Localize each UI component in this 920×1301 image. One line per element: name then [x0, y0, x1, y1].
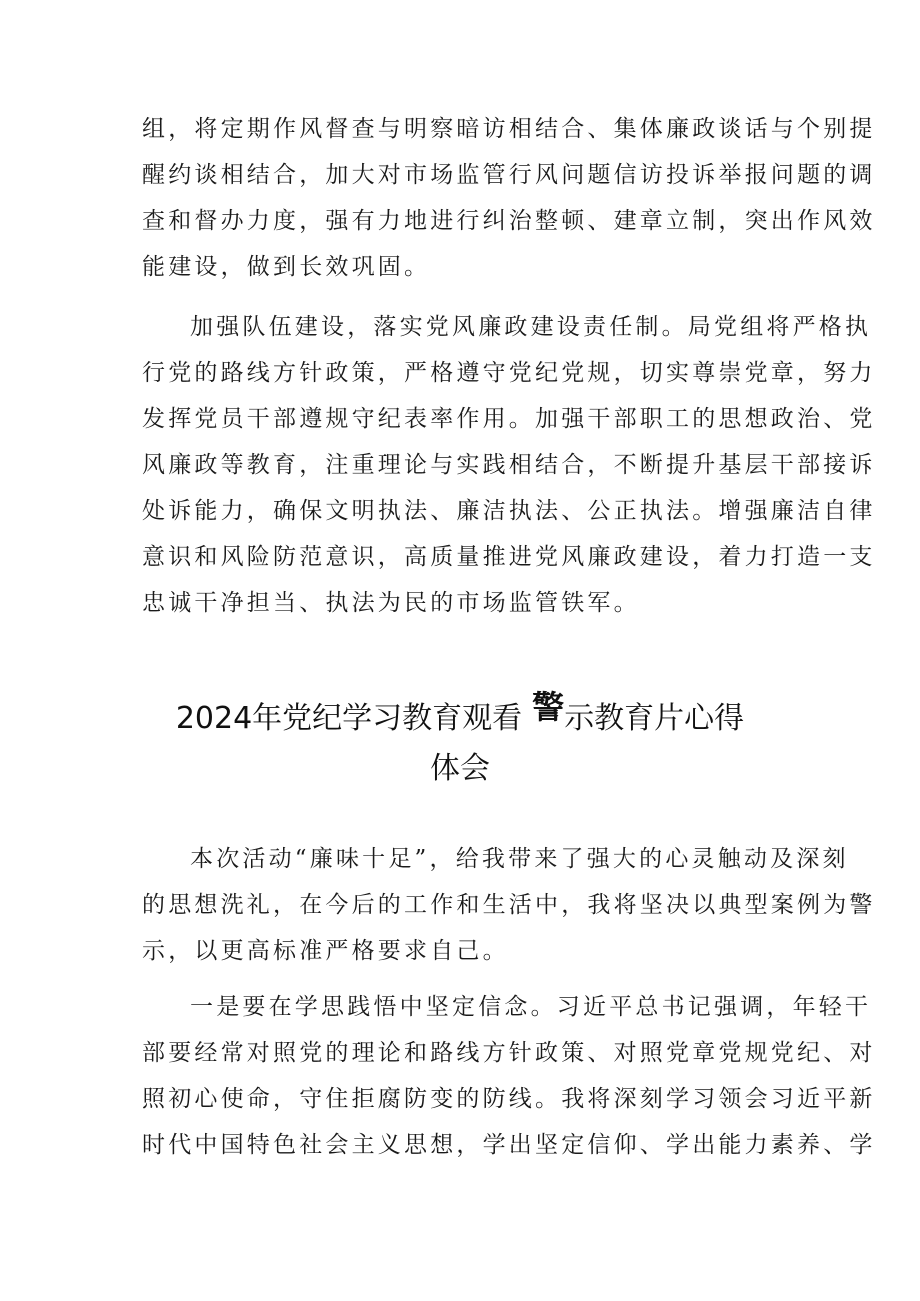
title-emphasis-char: 警	[532, 688, 565, 726]
text-line: 部要经常对照党的理论和路线方针政策、对照党章党规党纪、对	[142, 1040, 876, 1066]
text-line: 醒约谈相结合，加大对市场监管行风问题信访投诉举报问题的调	[142, 162, 876, 188]
text-line: 的思想洗礼，在今后的工作和生活中，我将坚决以典型案例为警	[142, 892, 876, 918]
paragraph-continued	[142, 106, 876, 290]
text-line: 示，以更高标准严格要求自己。	[142, 938, 509, 964]
text-line: 发挥党员干部遵规守纪表率作用。加强干部职工的思想政治、党	[142, 406, 876, 432]
text-line: 查和督办力度，强有力地进行纠治整顿、建章立制，突出作风效	[142, 208, 876, 234]
title-line-2: 体会	[430, 751, 490, 786]
title-part-a: 2024年党纪学习教育观看	[175, 701, 523, 736]
title-part-b: 示教育片心得	[564, 701, 745, 736]
text-line: 本次活动“廉味十足”，给我带来了强大的心灵触动及深刻	[190, 846, 849, 872]
text-line: 一是要在学思践悟中坚定信念。习近平总书记强调，年轻干	[190, 994, 872, 1020]
text-line: 忠诚干净担当、执法为民的市场监管铁军。	[142, 590, 640, 616]
text-line: 意识和风险防范意识，高质量推进党风廉政建设，着力打造一支	[142, 544, 876, 570]
paragraph-team-building	[142, 304, 876, 626]
text-line: 风廉政等教育，注重理论与实践相结合，不断提升基层干部接诉	[142, 452, 876, 478]
paragraph-point-one	[142, 984, 876, 1168]
paragraph-intro	[142, 836, 876, 974]
text-line: 照初心使命，守住拒腐防变的防线。我将深刻学习领会习近平新	[142, 1086, 876, 1112]
text-line: 处诉能力，确保文明执法、廉洁执法、公正执法。增强廉洁自律	[142, 498, 876, 524]
text-line: 能建设，做到长效巩固。	[142, 254, 431, 280]
section-title	[100, 688, 820, 794]
title-line-1	[100, 688, 820, 744]
text-line: 加强队伍建设，落实党风廉政建设责任制。局党组将严格执	[190, 314, 872, 340]
text-line: 行党的路线方针政策，严格遵守党纪党规，切实尊崇党章，努力	[142, 360, 876, 386]
text-line: 组，将定期作风督查与明察暗访相结合、集体廉政谈话与个别提	[142, 116, 876, 142]
text-line: 时代中国特色社会主义思想，学出坚定信仰、学出能力素养、学	[142, 1132, 876, 1158]
